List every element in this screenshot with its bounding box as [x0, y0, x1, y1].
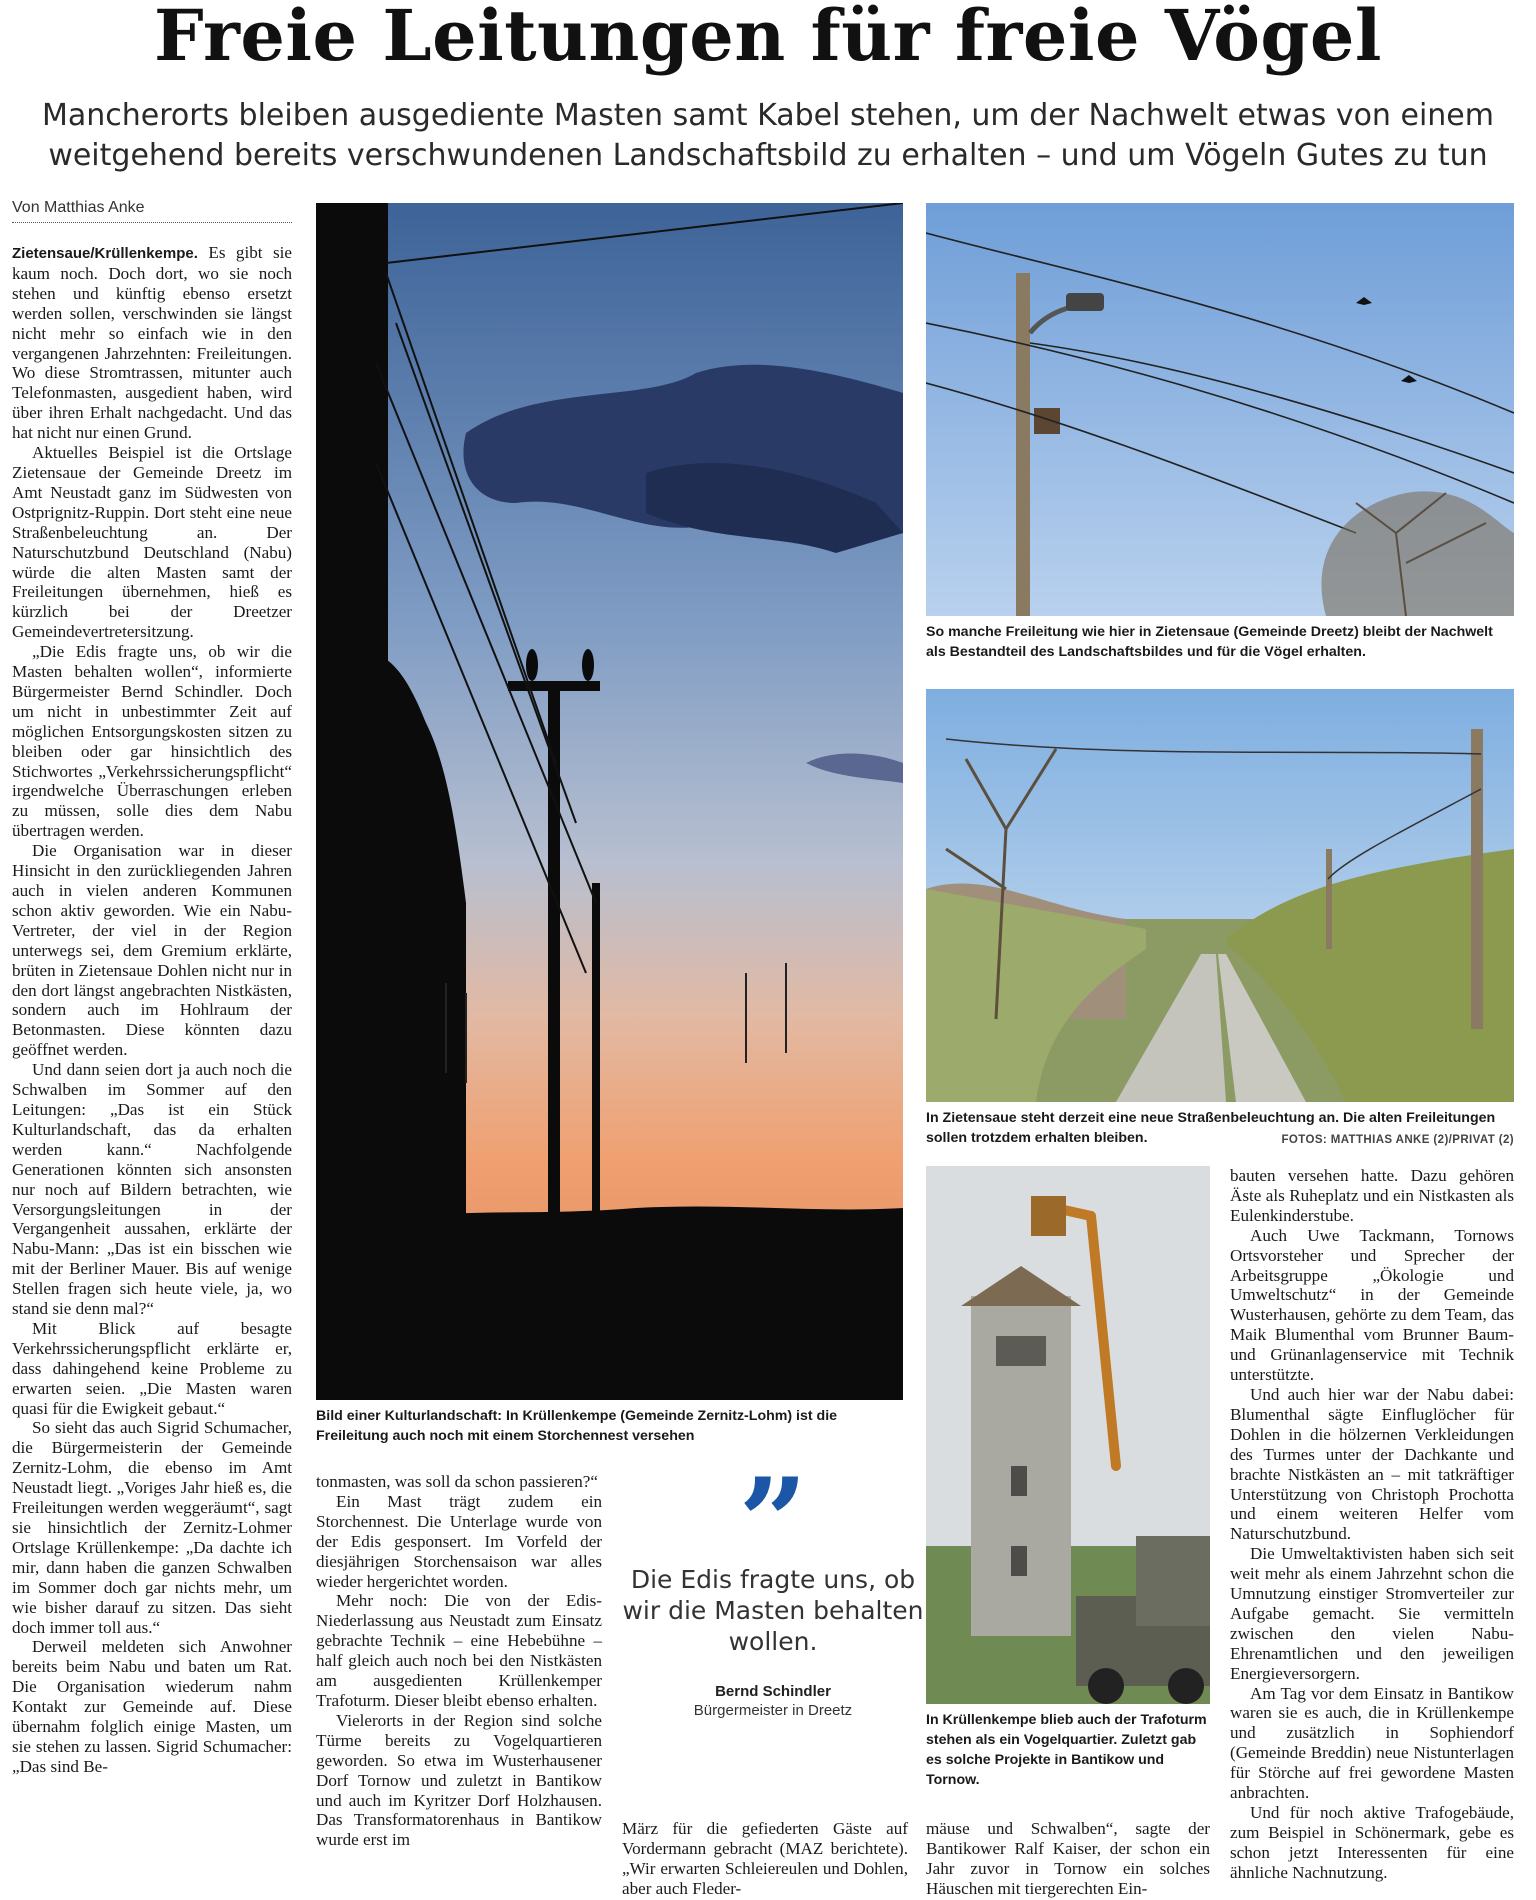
article-column-5 — [1230, 1166, 1514, 1883]
paragraph: Die Organisation war in dieser Hinsicht in den zurückliegenden Jahren auch in vielen anderen Kommunen schon aktiv geworden. Wie ein Nabu-Vertreter, der viel in der Region unterwegs sei, dem Gremium erklärte, brüten in Zietensaue Dohlen nicht nur in den dort längst angebrachten Nistkästen, sondern auch im Hohlraum der Betonmasten. Diese könnten dazu geöffnet werden. — [12, 841, 292, 1060]
quote-author: Bernd Schindler — [715, 1683, 831, 1700]
paragraph: Am Tag vor dem Einsatz in Bantikow waren sie es auch, die in Krüllenkempe und zusätzlich in Sophiendorf (Gemeinde Breddin) neue Nistunterlagen für Störche auf frei gewordene Masten anbrachten. — [1230, 1683, 1514, 1803]
paragraph: Mehr noch: Die von der Edis-Niederlassung aus Neustadt zum Einsatz gebrachte Technik – eine Hebebühne – half gleich auch noch bei den Nistkästen am ausgedienten Krüllenkemper Trafoturm. Dieser bleibt ebenso erhalten. — [316, 1591, 602, 1710]
headline: Freie Leitungen für freie Vögel — [153, 0, 1383, 77]
quote-text: Die Edis fragte uns, ob wir die Masten behalten wollen. — [622, 1565, 924, 1656]
paragraph: Und dann seien dort ja auch noch die Schwalben im Sommer auf den Leitungen: „Das ist ein Stück Kulturlandschaft, das da erhalten werden kann.“ Nachfolgende Generationen könnten sich ansonsten nur noch auf Bildern betrachten, wie Versorgungsleitungen in der Vergangenheit aussahen, erklärte der Nabu-Mann: „Das ist ein bisschen wie mit der Berliner Mauer. Bis auf wenige Stellen fragen sich heute viele, ja, wo stand sie denn mal?“ — [12, 1060, 292, 1319]
photo-country-road — [926, 689, 1514, 1102]
photo-transformer-tower — [926, 1166, 1210, 1704]
pull-quote — [622, 1452, 924, 1719]
article-column-4 — [926, 1819, 1210, 1899]
paragraph: bauten versehen hatte. Dazu gehören Äste als Ruheplatz und ein Nistkasten als Eulenkinderstube. — [1230, 1166, 1514, 1225]
caption-transformer-tower: In Krüllenkempe blieb auch der Trafoturm stehen als ein Vogelquartier. Zuletzt gab es solche Projekte in Bantikow und Tornow. — [926, 1712, 1207, 1788]
paragraph: Und für noch aktive Trafogebäude, zum Beispiel in Schönermark, gebe es schon jetzt Interessenten für eine ähnliche Nachnutzung. — [1230, 1803, 1514, 1882]
paragraph: mäuse und Schwalben“, sagte der Bantikower Ralf Kaiser, der schon ein Jahr zuvor in Tornow ein solches Häuschen mit tiergerechten Ein- — [926, 1819, 1210, 1898]
caption-country-road — [926, 1108, 1514, 1150]
paragraph: März für die gefiederten Gäste auf Vordermann gebracht (MAZ berichtete). „Wir erwarten Schleiereulen und Dohlen, aber auch Fleder- — [622, 1819, 908, 1898]
paragraph: Aktuelles Beispiel ist die Ortslage Zietensaue der Gemeinde Dreetz im Amt Neustadt ganz im Südwesten von Ostprignitz-Ruppin. Dort steht eine neue Straßenbeleuchtung an. Der Naturschutzbund Deutschland (Nabu) würde die alten Masten samt der Freileitungen übernehmen, hieß es kürzlich bei der Dreetzer Gemeindevertretersitzung. — [12, 443, 292, 642]
paragraph: Mit Blick auf besagte Verkehrssicherungspflicht erklärte er, dass dahingehend keine Probleme zu erwarten seien. „Die Masten waren quasi für die Ewigkeit gebaut.“ — [12, 1318, 292, 1418]
article-column-1 — [12, 243, 292, 1777]
article-column-3 — [622, 1819, 908, 1899]
caption-text: In Zietensaue steht derzeit eine neue Straßenbeleuchtung an. Die alten Freileitungen sollen trotzdem erhalten bleiben. — [926, 1110, 1496, 1146]
paragraph: So sieht das auch Sigrid Schumacher, die Bürgermeisterin der Gemeinde Zernitz-Lohm, die ebenso im Amt Neustadt liegt. „Voriges Jahr hieß es, die Freileitungen werden weggeräumt“, sagt sie hinsichtlich der Zernitz-Lohmer Ortslage Krüllenkempe: „Da dachte ich mir, dann haben die ganzen Schwalben im Sommer doch gar nichts mehr, um wie bisher darauf zu sitzen. Das sieht doch immer toll aus.“ — [12, 1418, 292, 1637]
photo-street-lamp — [926, 203, 1514, 616]
caption-stork-nest: Bild einer Kulturlandschaft: In Krüllenkempe (Gemeinde Zernitz-Lohm) ist die Freileitung auch noch mit einem Storchennest versehen — [316, 1408, 838, 1444]
paragraph: „Die Edis fragte uns, ob wir die Masten behalten wollen“, informierte Bürgermeister Bernd Schindler. Doch um nicht in unbestimmter Zeit auf möglichen Entsorgungskosten sitzen zu bleiben oder gar hinsichtlich des Stichwortes „Verkehrssicherungspflicht“ irgendwelche Überraschungen erleben zu müssen, solle dies dem Nabu übertragen werden. — [12, 642, 292, 841]
quote-mark-icon: ” — [738, 1452, 808, 1593]
paragraph: tonmasten, was soll da schon passieren?“ — [316, 1472, 598, 1491]
subheadline: Mancherorts bleiben ausgediente Masten samt Kabel stehen, um der Nachwelt etwas von einem weitgehend bereits verschwundenen Landschaftsbild zu erhalten – und um Vögeln Gutes zu tun — [42, 98, 1494, 173]
paragraph: Ein Mast trägt zudem ein Storchennest. Die Unterlage wurde von der Edis gesponsert. Im Vorfeld der diesjährigen Storchensaison war alles wieder hergerichtet worden. — [316, 1491, 602, 1591]
article-column-2 — [316, 1472, 602, 1850]
paragraph: Auch Uwe Tackmann, Tornows Ortsvorsteher und Sprecher der Arbeitsgruppe „Ökologie und Umweltschutz“ in der Gemeinde Wusterhausen, gehörte zu dem Team, das Maik Blumenthal vom Brunner Baum- und Grünanlagenservice mit Technik unterstützte. — [1230, 1225, 1514, 1385]
paragraph: Die Umweltaktivisten haben sich seit weit mehr als einem Jahrzehnt schon die Umnutzung einstiger Stromverteiler zur Aufgabe gemacht. Sie vermitteln zwischen den vielen Nabu-Ehrenamtlichen und den jeweiligen Energieversorgern. — [1230, 1544, 1514, 1683]
paragraph: Es gibt sie kaum noch. Doch dort, wo sie noch stehen und künftig ebenso ersetzt werden sollen, verschwinden sie längst nicht mehr so einfach wie in den vergangenen Jahrzehnten: Freileitungen. Wo diese Stromtrassen, mitunter auch Telefonmasten, ausgedient haben, wird über ihren Erhalt nachgedacht. Und das hat nicht nur einen Grund. — [12, 243, 292, 443]
photo-credit: FOTOS: MATTHIAS ANKE (2)/PRIVAT (2) — [1281, 1134, 1514, 1146]
paragraph: Derweil meldeten sich Anwohner bereits beim Nabu und baten um Rat. Die Organisation wiederum nahm Kontakt zur Gemeinde auf. Diese übernahm folglich einige Masten, um sie stehen zu lassen. Sigrid Schumacher: „Das sind Be- — [12, 1637, 292, 1776]
quote-author-role: Bürgermeister in Dreetz — [693, 1702, 853, 1719]
photo-stork-nest — [316, 203, 903, 1400]
caption-street-lamp: So manche Freileitung wie hier in Zietensaue (Gemeinde Dreetz) bleibt der Nachwelt als Bestandteil des Landschaftsbildes und für die Vögel erhalten. — [926, 624, 1493, 660]
byline: Von Matthias Anke — [12, 199, 292, 223]
paragraph: Und auch hier war der Nabu dabei: Blumenthal sägte Einfluglöcher für Dohlen in die hölzernen Verkleidungen des Turmes unter der Dachkante und brachte Nistkästen an – mit tatkräftiger Unterstützung von Christoph Prochotta und einem weiteren Helfer vom Naturschutzbund. — [1230, 1384, 1514, 1544]
dateline: Zietensaue/Krüllenkempe. — [12, 245, 198, 262]
paragraph: Vielerorts in der Region sind solche Türme bereits zu Vogelquartieren geworden. So etwa im Wusterhausener Dorf Tornow und zuletzt in Bantikow und auch im Kyritzer Dorf Holzhausen. Das Transformatorenhaus in Bantikow wurde erst im — [316, 1710, 602, 1850]
